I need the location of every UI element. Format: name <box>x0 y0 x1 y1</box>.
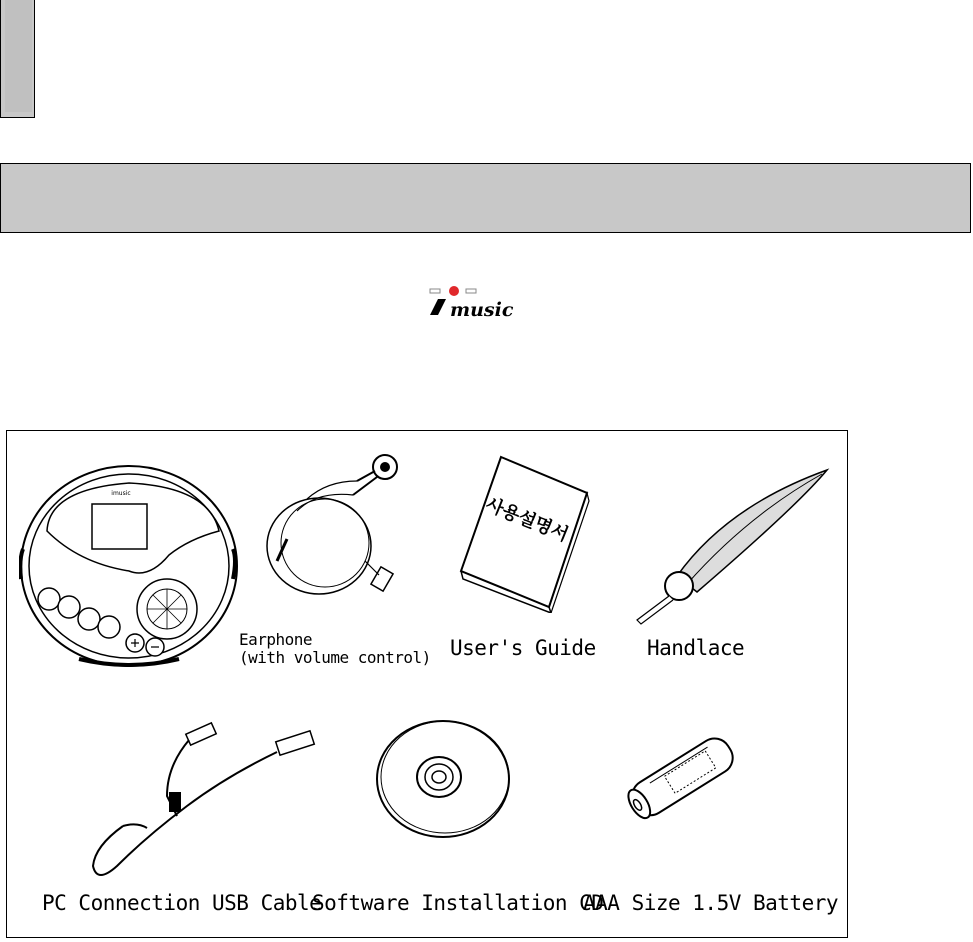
section-title-bar <box>0 163 971 233</box>
imusic-logo <box>426 284 534 324</box>
earphone-sublabel: (with volume control) <box>239 648 431 667</box>
handlace-strap-icon <box>617 466 832 626</box>
usb-cable-icon <box>77 716 322 886</box>
users-guide-book-icon <box>451 453 591 613</box>
earphone-label: Earphone <box>239 630 313 649</box>
svg-text:imusic: imusic <box>111 490 131 497</box>
aaa-battery-label: AAA Size 1.5V Battery <box>583 891 839 915</box>
svg-text:music: music <box>450 299 514 321</box>
usb-cable-label: PC Connection USB Cable <box>42 891 322 915</box>
installation-cd-label: Software Installation CD <box>312 891 604 915</box>
installation-cd-icon <box>375 719 515 843</box>
aaa-battery-icon <box>607 721 757 831</box>
mp3-player-icon <box>19 459 257 669</box>
users-guide-label: User's Guide <box>450 636 596 660</box>
earphone-icon <box>257 451 417 611</box>
package-contents-figure <box>6 430 848 938</box>
svg-text:사용설명서: 사용설명서 <box>482 493 572 546</box>
side-tab-marker <box>0 0 35 118</box>
handlace-label: Handlace <box>647 636 745 660</box>
